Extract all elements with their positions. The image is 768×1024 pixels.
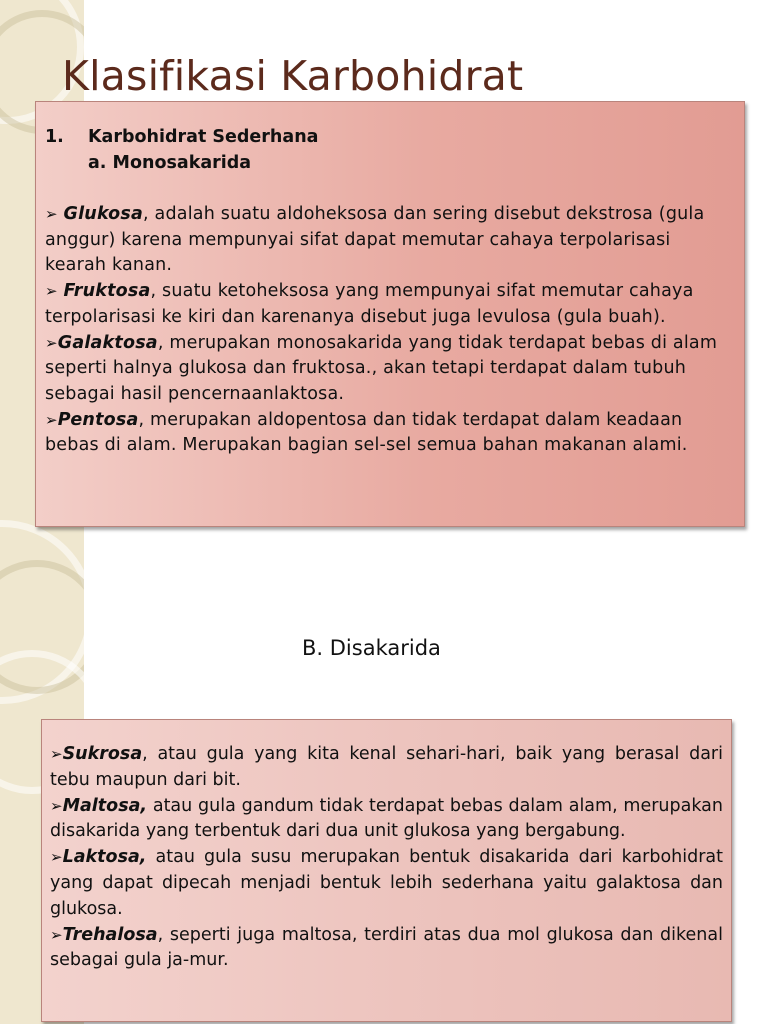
section-title: Karbohidrat Sederhana: [88, 127, 319, 147]
section-number: 1.: [45, 127, 64, 147]
definition-text: , seperti juga maltosa, terdiri atas dua mol glukosa dan dikenal sebagai gula ja-mur.: [50, 924, 723, 971]
term-sukrosa: Sukrosa: [62, 744, 143, 764]
term-galaktosa: Galaktosa: [57, 332, 158, 353]
bullet-arrow-icon: ➢: [45, 282, 58, 301]
bullet-arrow-icon: ➢: [50, 745, 63, 763]
bullet-arrow-icon: ➢: [45, 205, 58, 223]
term-laktosa: Laktosa,: [62, 847, 147, 868]
term-glukosa: Glukosa: [63, 204, 144, 224]
bullet-arrow-icon: ➢: [45, 333, 58, 352]
definition-text: , merupakan monosakarida yang tidak terdapat bebas di alam seperti halnya glukosa dan fruktosa., akan tetapi terdapat dalam tubuh sebagai hasil pencernaanlaktosa.: [45, 332, 718, 404]
monosakarida-box: [35, 101, 745, 527]
definition-text: , suatu ketoheksosa yang mempunyai sifat memutar cahaya terpolarisasi ke kiri dan karenanya disebut juga levulosa (gula buah).: [45, 281, 694, 327]
term-maltosa: Maltosa,: [62, 795, 148, 816]
list-item: [45, 408, 736, 459]
slide-title: Klasifikasi Karbohidrat: [62, 52, 524, 100]
list-item: [45, 202, 736, 279]
definition-text: , merupakan aldopentosa dan tidak terdapat dalam keadaan bebas di alam. Merupakan bagian sel-sel semua bahan makanan alami.: [45, 409, 688, 456]
definition-text: atau gula susu merupakan bentuk disakarida dari karbohidrat yang dapat dipecah menjadi bentuk lebih sederhana yaitu galaktosa dan glukosa.: [50, 847, 723, 919]
bullet-arrow-icon: ➢: [50, 848, 63, 867]
term-pentosa: Pentosa: [57, 409, 139, 430]
list-item: [45, 331, 736, 408]
list-item: [50, 794, 723, 846]
definition-text: atau gula gandum tidak terdapat bebas dalam alam, merupakan disakarida yang terbentuk dari dua unit glukosa yang bergabung.: [50, 795, 723, 842]
list-item: [45, 279, 736, 330]
bullet-arrow-icon: ➢: [50, 925, 63, 944]
definition-text: , atau gula yang kita kenal sehari-hari, baik yang berasal dari tebu maupun dari bit.: [50, 744, 723, 790]
subsection-heading: a. Monosakarida: [88, 153, 252, 173]
term-fruktosa: Fruktosa: [63, 281, 151, 302]
bullet-arrow-icon: ➢: [45, 410, 58, 429]
disakarida-box: [41, 719, 732, 1022]
section-b-heading: B. Disakarida: [302, 636, 441, 660]
definition-text: , adalah suatu aldoheksosa dan sering disebut dekstrosa (gula anggur) karena mempunyai sifat dapat memutar cahaya terpolarisasi kearah kanan.: [45, 204, 705, 276]
term-trehalosa: Trehalosa: [62, 924, 158, 945]
list-item: [50, 845, 723, 922]
section-heading: [45, 124, 736, 150]
list-item: [50, 742, 723, 794]
list-item: [50, 923, 723, 975]
bullet-arrow-icon: ➢: [50, 796, 63, 815]
